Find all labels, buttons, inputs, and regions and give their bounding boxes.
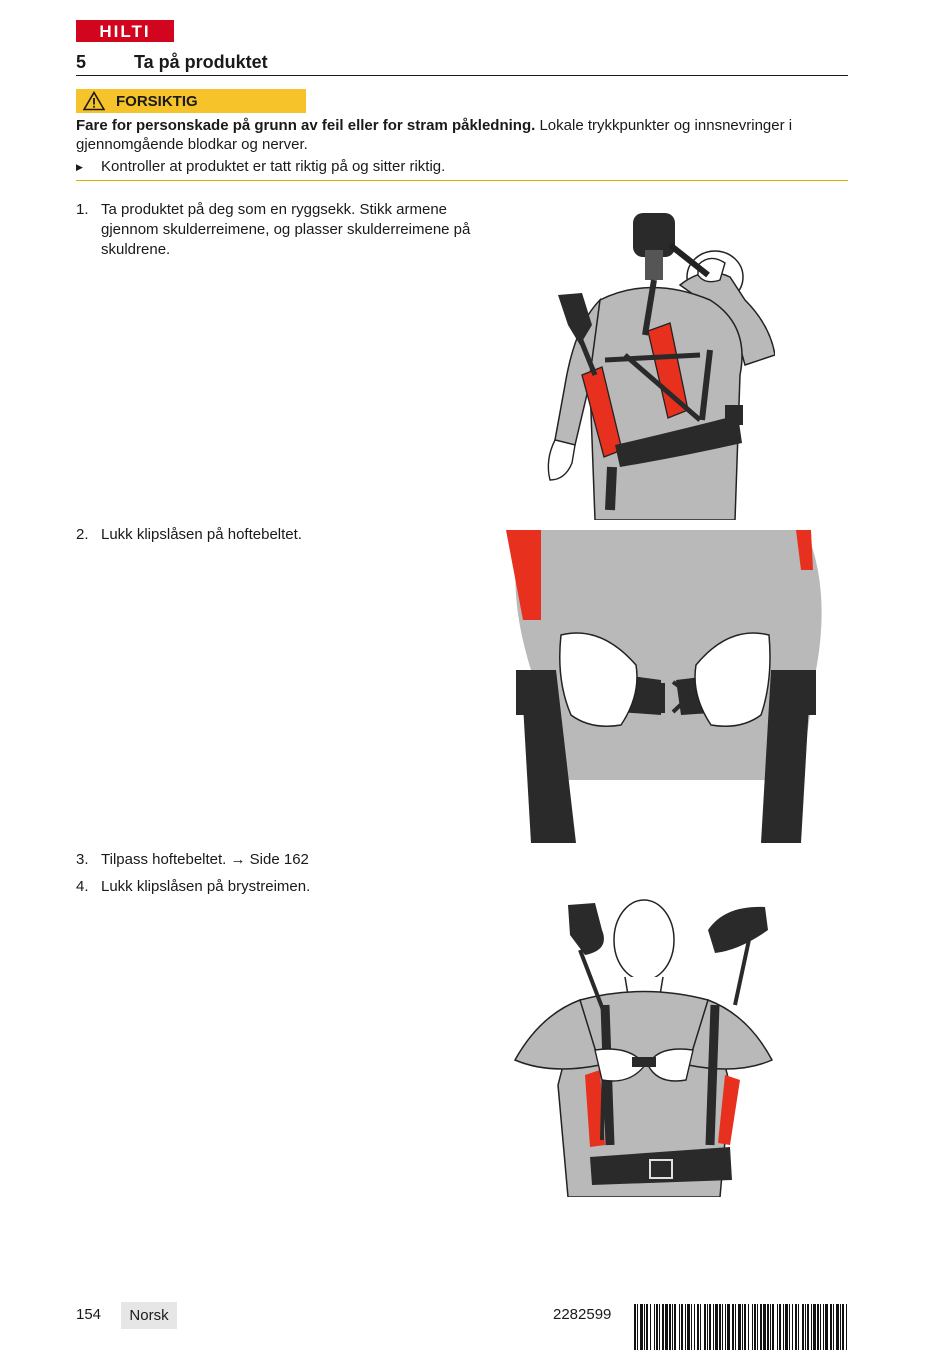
figure-chest-strap-buckle <box>510 895 778 1197</box>
barcode-bar <box>644 1304 645 1350</box>
section-title: Ta på produktet <box>134 52 268 72</box>
barcode-bar <box>704 1304 706 1350</box>
barcode-bar <box>744 1304 746 1350</box>
barcode-bar <box>650 1304 651 1350</box>
caution-banner <box>76 89 306 113</box>
step-4 <box>76 877 481 897</box>
barcode-bar <box>742 1304 743 1350</box>
barcode-bar <box>700 1304 701 1350</box>
step-number: 4. <box>76 878 89 895</box>
step-text[interactable]: Tilpass hoftebeltet. → Side 162 <box>101 851 309 868</box>
barcode-bar <box>752 1304 753 1350</box>
barcode-bar <box>840 1304 841 1350</box>
barcode-bar <box>792 1304 793 1350</box>
barcode-bar <box>846 1304 847 1350</box>
barcode-bar <box>691 1304 692 1350</box>
barcode-bar <box>823 1304 824 1350</box>
barcode-bar <box>805 1304 806 1350</box>
barcode-bar <box>770 1304 771 1350</box>
barcode-bar <box>735 1304 736 1350</box>
document-number: 2282599 <box>553 1306 612 1323</box>
barcode-bar <box>738 1304 741 1350</box>
step-number: 3. <box>76 851 89 868</box>
barcode-graphic <box>634 1304 848 1350</box>
harness-back-illustration <box>530 205 775 520</box>
caution-bullet <box>76 158 445 175</box>
caution-bold-text: Fare for personskade på grunn av feil eller for stram påkledning. <box>76 117 536 134</box>
barcode-bar <box>713 1304 714 1350</box>
step-text: Ta produktet på deg som en ryggsekk. Stikk armene gjennom skulderreimene, og plasser skulderreimene på skuldrene. <box>101 201 471 258</box>
step-text: Lukk klipslåsen på brystreimen. <box>101 878 311 895</box>
barcode-bar <box>662 1304 664 1350</box>
barcode-bar <box>798 1304 799 1350</box>
warning-triangle-icon <box>83 91 105 111</box>
barcode-bar <box>665 1304 668 1350</box>
barcode-bar <box>813 1304 816 1350</box>
barcode-bar <box>656 1304 658 1350</box>
barcode-bar <box>757 1304 758 1350</box>
caution-bullet-text: Kontroller at produktet er tatt riktig på og sitter riktig. <box>101 158 446 175</box>
barcode-bar <box>727 1304 730 1350</box>
caution-body-text: Lokale trykkpunkter og innsnevringer i gjennomgående blodkar og nerver. <box>76 117 793 153</box>
barcode-bar <box>802 1304 804 1350</box>
barcode-bar <box>709 1304 711 1350</box>
barcode-bar <box>672 1304 673 1350</box>
barcode-bar <box>785 1304 788 1350</box>
barcode-bar <box>760 1304 762 1350</box>
barcode-bar <box>637 1304 638 1350</box>
header-divider <box>76 75 848 76</box>
barcode-bar <box>654 1304 655 1350</box>
barcode-bar <box>833 1304 834 1350</box>
barcode-bar <box>825 1304 828 1350</box>
barcode-bar <box>817 1304 819 1350</box>
step-2 <box>76 525 481 545</box>
barcode-bar <box>659 1304 660 1350</box>
barcode-bar <box>789 1304 790 1350</box>
step-text: Lukk klipslåsen på hoftebeltet. <box>101 526 302 543</box>
barcode-bar <box>763 1304 766 1350</box>
language-badge: Norsk <box>121 1302 177 1329</box>
step-number: 1. <box>76 201 89 218</box>
barcode-bar <box>820 1304 821 1350</box>
barcode-bar <box>725 1304 726 1350</box>
section-number: 5 <box>76 52 87 72</box>
bullet-triangle-icon: ▶ <box>76 162 83 172</box>
barcode-bar <box>830 1304 832 1350</box>
barcode-bar <box>807 1304 809 1350</box>
barcode-bar <box>795 1304 797 1350</box>
barcode-bar <box>640 1304 643 1350</box>
figure-put-on-backpack <box>530 205 775 520</box>
barcode-bar <box>707 1304 708 1350</box>
barcode <box>634 1304 848 1350</box>
step-number: 2. <box>76 526 89 543</box>
barcode-bar <box>777 1304 778 1350</box>
barcode-bar <box>685 1304 686 1350</box>
barcode-bar <box>719 1304 721 1350</box>
chest-strap-illustration <box>510 895 778 1197</box>
barcode-bar <box>779 1304 781 1350</box>
barcode-bar <box>722 1304 723 1350</box>
barcode-bar <box>754 1304 756 1350</box>
barcode-bar <box>674 1304 676 1350</box>
hip-belt-illustration <box>501 530 829 843</box>
barcode-bar <box>694 1304 695 1350</box>
barcode-bar <box>811 1304 812 1350</box>
page-number: 154 <box>76 1306 102 1323</box>
caution-label: FORSIKTIG <box>116 92 198 110</box>
barcode-bar <box>669 1304 671 1350</box>
barcode-bar <box>687 1304 690 1350</box>
barcode-bar <box>634 1304 636 1350</box>
barcode-bar <box>679 1304 680 1350</box>
caution-divider <box>76 180 848 181</box>
barcode-bar <box>715 1304 718 1350</box>
barcode-bar <box>772 1304 774 1350</box>
step-3 <box>76 850 481 870</box>
barcode-bar <box>783 1304 784 1350</box>
figure-hip-belt-buckle <box>501 530 829 843</box>
barcode-bar <box>836 1304 839 1350</box>
caution-text <box>76 116 851 154</box>
hilti-logo <box>76 20 174 42</box>
step-1 <box>76 200 481 260</box>
barcode-bar <box>646 1304 648 1350</box>
barcode-bar <box>681 1304 683 1350</box>
barcode-bar <box>767 1304 769 1350</box>
barcode-bar <box>697 1304 699 1350</box>
barcode-bar <box>732 1304 734 1350</box>
brand-text: HILTI <box>99 22 151 41</box>
barcode-bar <box>842 1304 844 1350</box>
barcode-bar <box>748 1304 749 1350</box>
